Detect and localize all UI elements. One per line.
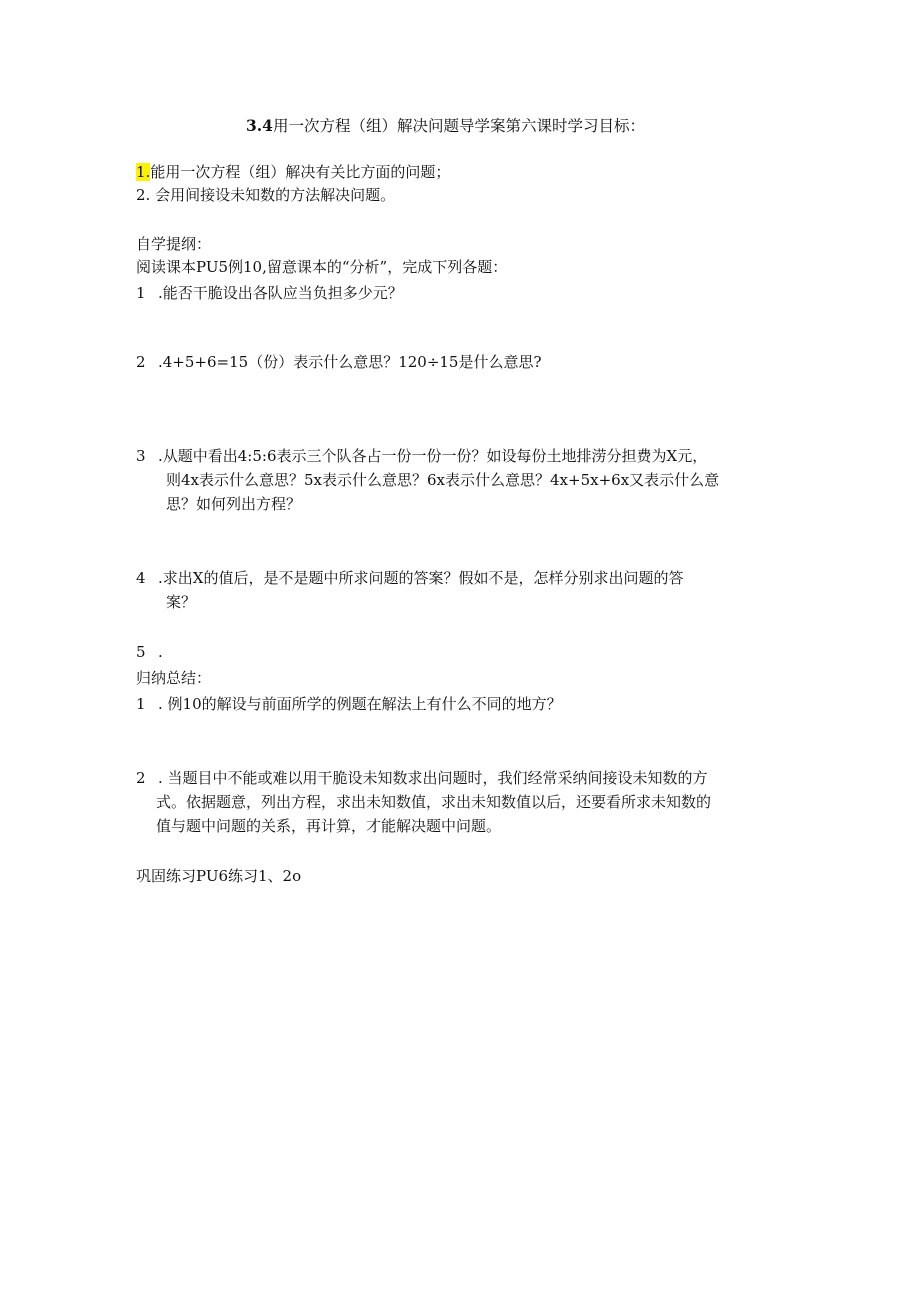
- question-5-number: 5: [136, 643, 146, 661]
- summary-item-2: [136, 766, 708, 790]
- question-4-number: 4: [136, 569, 146, 587]
- question-2-text: .4+5+6=15（份）表示什么意思？120÷15是什么意思?: [158, 353, 542, 371]
- summary-2-line-3: 值与题中问题的关系，再计算，才能解决题中问题。: [156, 817, 502, 835]
- practice-line: 巩固练习PU6练习1、2o: [136, 867, 302, 885]
- summary-2-line-1: . 当题目中不能或难以用干脆设未知数求出问题时，我们经常采纳间接设未知数的方: [158, 769, 708, 787]
- objective-item-1: [136, 160, 450, 184]
- summary-2-line-2: 式。依据题意，列出方程，求出未知数值，求出未知数值以后，还要看所求未知数的: [156, 793, 712, 811]
- objective-1-text: 能用一次方程（组）解决有关比方面的问题；: [150, 163, 451, 181]
- self-study-intro: 阅读课本PU5例10,留意课本的“分析”，完成下列各题：: [136, 258, 508, 276]
- question-3-number: 3: [136, 447, 146, 465]
- summary-1-text: . 例10的解设与前面所学的例题在解法上有什么不同的地方？: [158, 695, 562, 713]
- question-3: [136, 444, 707, 468]
- question-5-text: .: [158, 643, 163, 661]
- question-4: [136, 566, 683, 590]
- document-title: [246, 114, 645, 138]
- question-2-number: 2: [136, 353, 146, 371]
- self-study-heading: 自学提纲：: [136, 235, 212, 253]
- summary-2-number: 2: [136, 769, 146, 787]
- summary-heading: 归纳总结：: [136, 669, 212, 687]
- objective-item-2: 2. 会用间接设未知数的方法解决问题。: [136, 186, 396, 204]
- title-number: 3.4: [246, 116, 273, 135]
- question-3-line-1: .从题中看出4:5:6表示三个队各占一份一份一份？如设每份土地排涝分担费为X元，: [158, 447, 708, 465]
- question-1-text: .能否干脆设出各队应当负担多少元？: [158, 284, 403, 302]
- question-1-number: 1: [136, 284, 146, 302]
- question-3-line-3: 思？如何列出方程？: [166, 495, 302, 513]
- summary-item-1: [136, 692, 562, 716]
- summary-1-number: 1: [136, 695, 146, 713]
- question-4-line-2: 案？: [166, 593, 197, 611]
- question-4-line-1: .求出X的值后，是不是题中所求问题的答案？假如不是，怎样分别求出问题的答: [158, 569, 684, 587]
- question-2: [136, 350, 542, 374]
- question-5: [136, 640, 163, 664]
- question-3-line-2: 则4x表示什么意思？5x表示什么意思？6x表示什么意思？4x+5x+6x又表示什么意: [166, 471, 720, 489]
- title-text: 用一次方程（组）解决问题导学案第六课时学习目标：: [272, 117, 645, 135]
- objective-1-number: 1.: [136, 163, 151, 181]
- question-1: [136, 281, 403, 305]
